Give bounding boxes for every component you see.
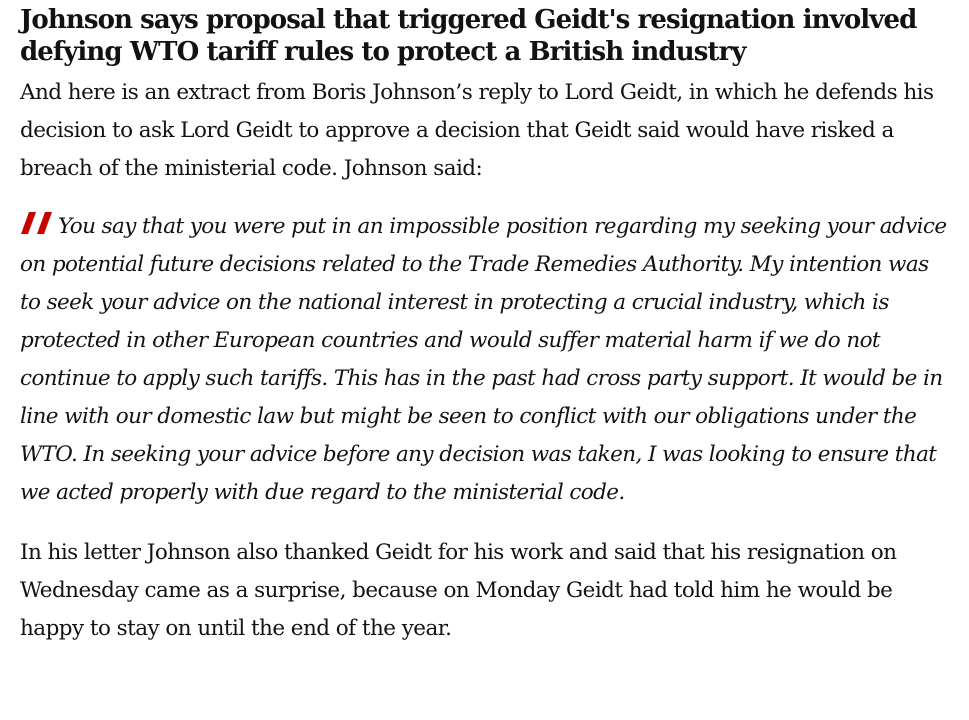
intro-paragraph: And here is an extract from Boris Johnson’s reply to Lord Geidt, in which he defends his decision to ask Lord Geidt to approve a decision that Geidt said would have risked a breach of the ministerial code. Johnson said: [20, 80, 934, 181]
closing-paragraph: In his letter Johnson also thanked Geidt for his work and said that his resignation on Wednesday came as a surprise, because on Monday Geidt had told him he would be happy to stay on until the end of the year. [20, 540, 897, 641]
article-headline: Johnson says proposal that triggered Geidt's resignation involved defying WTO tariff rules to protect a British industry [20, 5, 917, 67]
pull-quote [20, 208, 955, 512]
article-body [20, 4, 955, 648]
quote-mark-icon [20, 212, 54, 234]
quote-text: You say that you were put in an impossible position regarding my seeking your advice on potential future decisions related to the Trade Remedies Authority. My intention was to seek your advice on the national interest in protecting a crucial industry, which is protected in other European countries and would suffer material harm if we do not continue to apply such tariffs. This has in the past had cross party support. It would be in line with our domestic law but might be seen to conflict with our obligations under the WTO. In seeking your advice before any decision was taken, I was looking to ensure that we acted properly with due regard to the ministerial code. [20, 214, 947, 505]
